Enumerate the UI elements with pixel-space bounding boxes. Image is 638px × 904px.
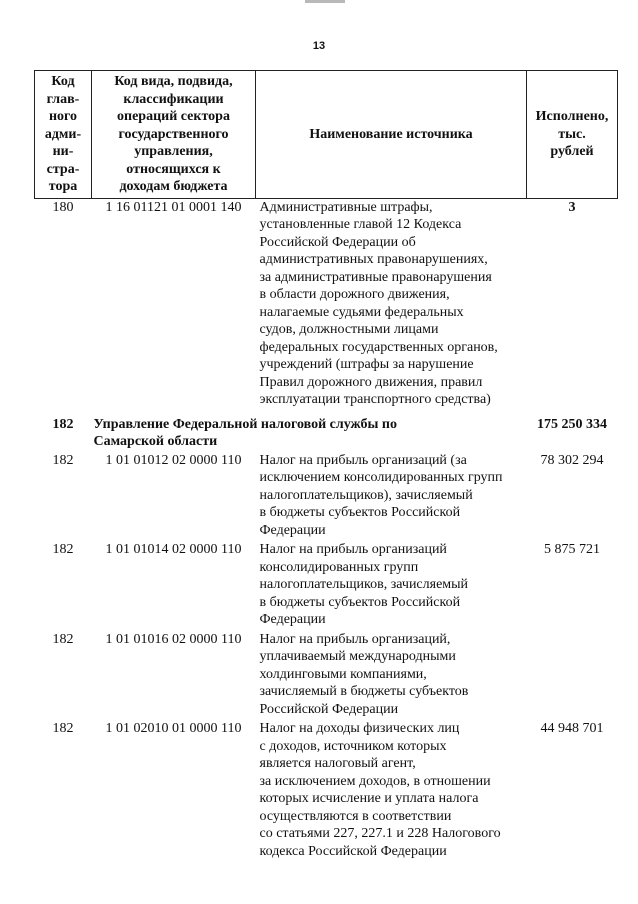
page-number: 13: [312, 40, 326, 52]
table-row: [35, 451, 618, 540]
header-source-name: Наименование источника: [256, 71, 527, 199]
administrator-amount: 175 250 334: [537, 416, 607, 432]
row-classification-code: 1 01 01016 02 0000 110: [105, 631, 242, 647]
row-classification-code: 1 01 01012 02 0000 110: [105, 452, 242, 468]
table-row: [35, 539, 618, 629]
table-row: [35, 198, 618, 409]
administrator-title: Управление Федеральной налоговой службы по Самарской области: [93, 416, 398, 449]
table-header: [35, 71, 618, 199]
row-source-name: Налог на доходы физических лиц с доходов, источником которых является налоговый агент, за исключением доходов, в отношении которых исчисление и уплата налога осуществляются в соответствии со статьями 227, 227.1 и 228 Налогового кодекса Российской Федерации: [259, 721, 501, 859]
row-source-name: Налог на прибыль организаций консолидированных групп налогоплательщиков, зачисляемый в бюджеты субъектов Российской Федерации: [259, 542, 469, 627]
row-classification-code: 1 01 02010 01 0000 110: [105, 721, 242, 736]
row-source-name: Налог на прибыль организаций (за исключением консолидированных групп налогоплательщиков), зачисляемый в бюджеты субъектов Российской Федерации: [259, 452, 503, 538]
scan-artifact: [305, 0, 345, 3]
row-amount: 78 302 294: [540, 452, 604, 468]
row-amount: 3: [568, 199, 576, 215]
row-admin-code: 182: [52, 542, 74, 557]
row-amount: 5 875 721: [544, 542, 600, 557]
administrator-code: 182: [52, 416, 74, 432]
row-amount: [527, 629, 618, 719]
budget-revenue-table: [34, 70, 618, 860]
row-amount: 44 948 701: [540, 721, 604, 736]
administrator-row: [35, 409, 618, 451]
table-body: [35, 198, 618, 860]
row-source-name: Налог на прибыль организаций, уплачиваемый международными холдинговыми компаниями, зачисляемый в бюджеты субъектов Российской Федерации: [259, 631, 469, 717]
row-admin-code: 182: [52, 721, 74, 736]
header-executed: Исполнено, тыс. рублей: [527, 71, 618, 199]
header-classification-code: Код вида, подвида, классификации операций сектора государственного управления, относящихся к доходам бюджета: [92, 71, 256, 199]
row-classification-code: 1 16 01121 01 0001 140: [105, 199, 242, 215]
row-admin-code: 182: [52, 631, 74, 647]
row-admin-code: 180: [52, 199, 74, 215]
table-row: [35, 629, 618, 719]
row-admin-code: 182: [52, 452, 74, 468]
row-classification-code: 1 01 01014 02 0000 110: [105, 542, 242, 557]
table-row: [35, 718, 618, 860]
row-source-name: Административные штрафы, установленные главой 12 Кодекса Российской Федерации об административных правонарушениях, за административные правонарушения в области дорожного движения, налагаемые судьями федеральных судов, должностными лицами федеральных государственных органов, учреждений (штрафы за нарушение Правил дорожного движения, правил эксплуатации транспортного средства): [259, 199, 498, 407]
header-admin-code: Код глав- ного адми- ни- стра- тора: [35, 71, 92, 199]
